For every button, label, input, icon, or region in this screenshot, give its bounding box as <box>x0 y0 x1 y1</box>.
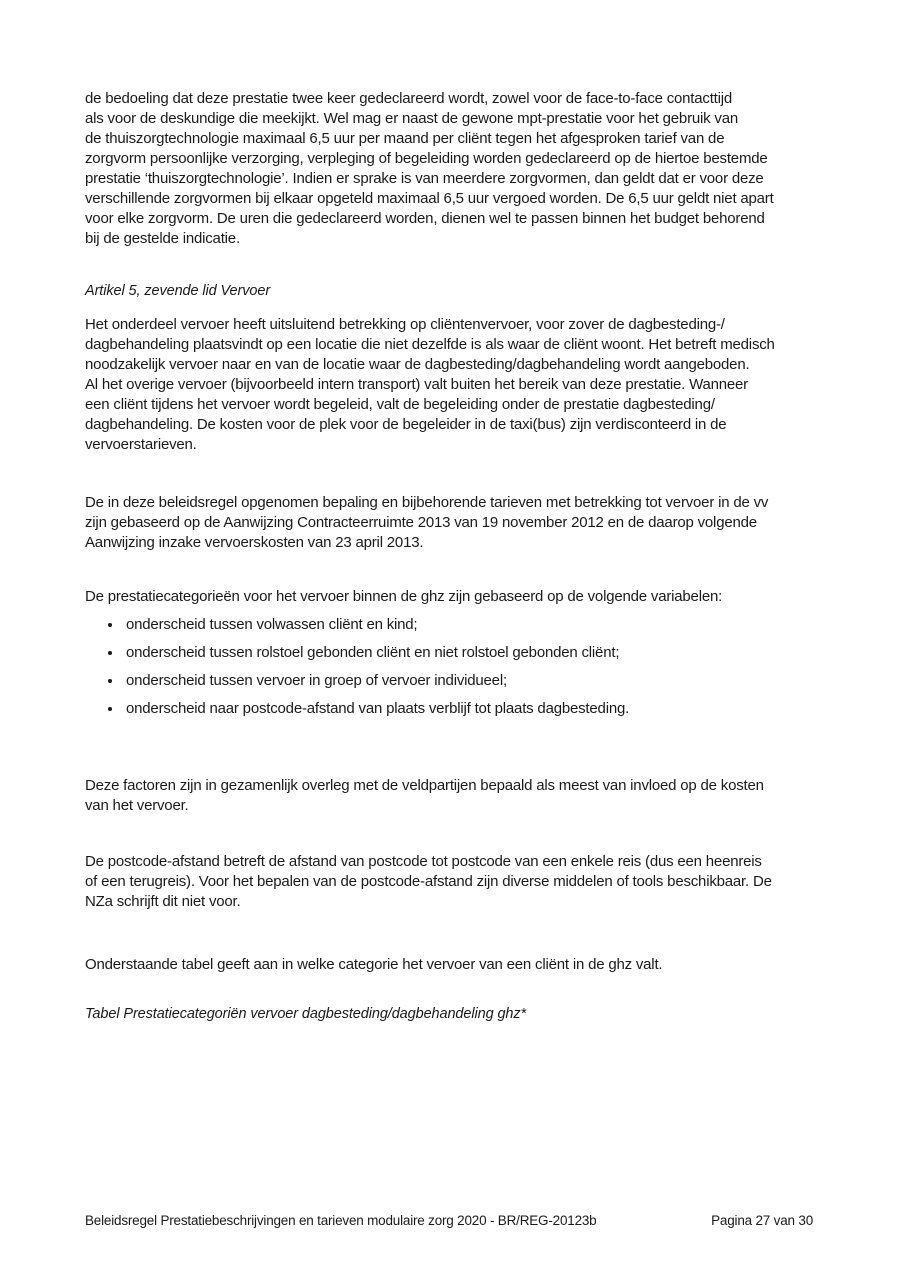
text-line: zijn gebaseerd op de Aanwijzing Contracteerruimte 2013 van 19 november 2012 en de daarop volgende <box>85 514 757 531</box>
bullet-icon <box>108 651 112 655</box>
list-item <box>85 699 825 727</box>
paragraph-vervoer-scope <box>85 315 825 455</box>
text-line: De prestatiecategorieën voor het vervoer binnen de ghz zijn gebaseerd op de volgende variabelen: <box>85 588 723 605</box>
bullet-icon <box>108 707 112 711</box>
text-line: de bedoeling dat deze prestatie twee keer gedeclareerd wordt, zowel voor de face-to-face contacttijd <box>85 90 733 107</box>
text-line: zorgvorm persoonlijke verzorging, verpleging of begeleiding worden gedeclareerd op de hiertoe bestemde <box>85 150 768 167</box>
text-line: Deze factoren zijn in gezamenlijk overleg met de veldpartijen bepaald als meest van invloed op de kosten <box>85 777 764 794</box>
paragraph-factoren <box>85 776 825 816</box>
paragraph-aanwijzing-basis <box>85 493 825 553</box>
text-line: een cliënt tijdens het vervoer wordt begeleid, valt de begeleiding onder de prestatie dagbesteding/ <box>85 396 715 413</box>
text-line: verschillende zorgvormen bij elkaar opgeteld maximaal 6,5 uur vergoed worden. De 6,5 uur geldt niet apart <box>85 190 774 207</box>
text-line: dagbehandeling. De kosten voor de plek voor de begeleider in de taxi(bus) zijn verdisconteerd in de <box>85 416 727 433</box>
bullet-icon <box>108 679 112 683</box>
text-line: bij de gestelde indicatie. <box>85 230 240 247</box>
list-item <box>85 671 825 699</box>
text-line: Onderstaande tabel geeft aan in welke categorie het vervoer van een cliënt in de ghz valt. <box>85 956 663 973</box>
list-item <box>85 615 825 643</box>
text-line: dagbehandeling plaatsvindt op een locatie die niet dezelfde is als waar de cliënt woont. Het betreft medisch <box>85 336 775 353</box>
paragraph-variabelen-intro <box>85 587 825 607</box>
text-line: NZa schrijft dit niet voor. <box>85 893 241 910</box>
paragraph-declaratie-regels <box>85 89 825 249</box>
list-item-label: onderscheid tussen volwassen cliënt en kind; <box>126 616 418 633</box>
text-line: Al het overige vervoer (bijvoorbeeld intern transport) valt buiten het bereik van deze prestatie. Wanneer <box>85 376 748 393</box>
list-item-label: onderscheid tussen rolstoel gebonden cliënt en niet rolstoel gebonden cliënt; <box>126 644 620 661</box>
bullet-icon <box>108 623 112 627</box>
text-line: noodzakelijk vervoer naar en van de locatie waar de dagbesteding/dagbehandeling wordt aangeboden. <box>85 356 750 373</box>
footer-page-number: Pagina 27 van 30 <box>711 1213 813 1228</box>
text-line: voor elke zorgvorm. De uren die gedeclareerd worden, dienen wel te passen binnen het budget behorend <box>85 210 765 227</box>
page-footer <box>85 1212 813 1230</box>
text-line: prestatie ‘thuiszorgtechnologie’. Indien er sprake is van meerdere zorgvormen, dan geldt dat er voor deze <box>85 170 764 187</box>
heading-artikel-5-vervoer: Artikel 5, zevende lid Vervoer <box>85 283 271 299</box>
text-line: Aanwijzing inzake vervoerskosten van 23 april 2013. <box>85 534 424 551</box>
list-item-label: onderscheid naar postcode-afstand van plaats verblijf tot plaats dagbesteding. <box>126 700 630 717</box>
bullet-list-variabelen <box>85 615 825 727</box>
text-line: van het vervoer. <box>85 797 189 814</box>
paragraph-tabel-intro <box>85 955 825 975</box>
text-line: De postcode-afstand betreft de afstand van postcode tot postcode van een enkele reis (dus een heenreis <box>85 853 762 870</box>
text-line: of een terugreis). Voor het bepalen van de postcode-afstand zijn diverse middelen of tools beschikbaar. De <box>85 873 772 890</box>
list-item <box>85 643 825 671</box>
list-item-label: onderscheid tussen vervoer in groep of vervoer individueel; <box>126 672 507 689</box>
text-line: als voor de deskundige die meekijkt. Wel mag er naast de gewone mpt-prestatie voor het gebruik van <box>85 110 738 127</box>
paragraph-postcode-afstand <box>85 852 825 912</box>
text-line: de thuiszorgtechnologie maximaal 6,5 uur per maand per cliënt tegen het afgesproken tarief van de <box>85 130 725 147</box>
caption-tabel-prestatiecategorien: Tabel Prestatiecategoriën vervoer dagbesteding/dagbehandeling ghz* <box>85 1006 527 1022</box>
text-line: De in deze beleidsregel opgenomen bepaling en bijbehorende tarieven met betrekking tot vervoer in de vv <box>85 494 769 511</box>
footer-document-title: Beleidsregel Prestatiebeschrijvingen en tarieven modulaire zorg 2020 - BR/REG-20123b <box>85 1213 597 1228</box>
text-line: Het onderdeel vervoer heeft uitsluitend betrekking op cliëntenvervoer, voor zover de dagbesteding-/ <box>85 316 725 333</box>
text-line: vervoerstarieven. <box>85 436 197 453</box>
